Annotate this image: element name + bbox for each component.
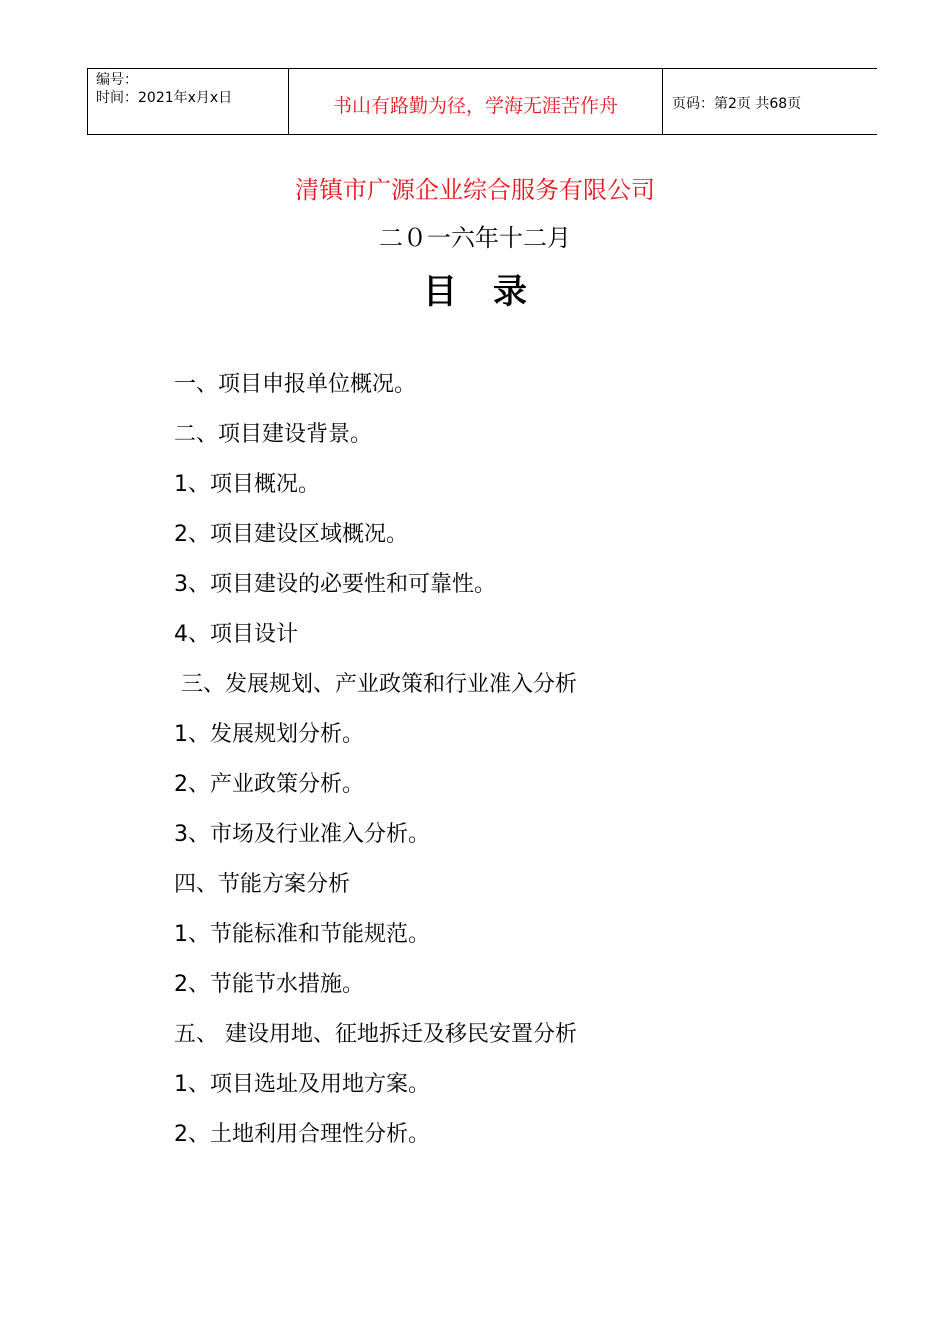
document-time-label: 时间：2021年x月x日: [96, 90, 233, 106]
toc-title: 目录: [423, 272, 563, 312]
toc-item: 四、节能方案分析: [174, 872, 351, 897]
toc-item: 3、项目建设的必要性和可靠性。: [174, 572, 496, 597]
document-date: 二０一六年十二月: [379, 224, 571, 252]
header-meta-cell: [88, 69, 289, 134]
header-motto: 书山有路勤为径，学海无涯苦作舟: [332, 95, 618, 117]
toc-item: 1、节能标准和节能规范。: [174, 922, 430, 947]
toc-item: 2、节能节水措施。: [174, 972, 364, 997]
toc-item: 4、项目设计: [174, 622, 298, 647]
header-motto-cell: [289, 69, 663, 134]
toc-item: 1、发展规划分析。: [174, 722, 364, 747]
toc-item: 1、项目概况。: [174, 472, 320, 497]
toc-item: 1、项目选址及用地方案。: [174, 1072, 430, 1097]
header-page-cell: [663, 69, 878, 134]
toc-item: 2、土地利用合理性分析。: [174, 1122, 430, 1147]
company-name: 清镇市广源企业综合服务有限公司: [295, 176, 655, 204]
document-number-label: 编号：: [96, 72, 138, 88]
toc-item: 三、发展规划、产业政策和行业准入分析: [174, 672, 577, 697]
page-code: 页码：第2页 共68页: [672, 96, 802, 112]
toc-item: 2、项目建设区域概况。: [174, 522, 408, 547]
toc-item: 一、项目申报单位概况。: [174, 372, 417, 397]
page-header: [87, 68, 877, 135]
toc-item: 二、项目建设背景。: [174, 422, 373, 447]
toc-item: 五、 建设用地、征地拆迁及移民安置分析: [174, 1022, 577, 1047]
toc-item: 3、市场及行业准入分析。: [174, 822, 430, 847]
table-of-contents: [174, 367, 874, 1167]
toc-item: 2、产业政策分析。: [174, 772, 364, 797]
